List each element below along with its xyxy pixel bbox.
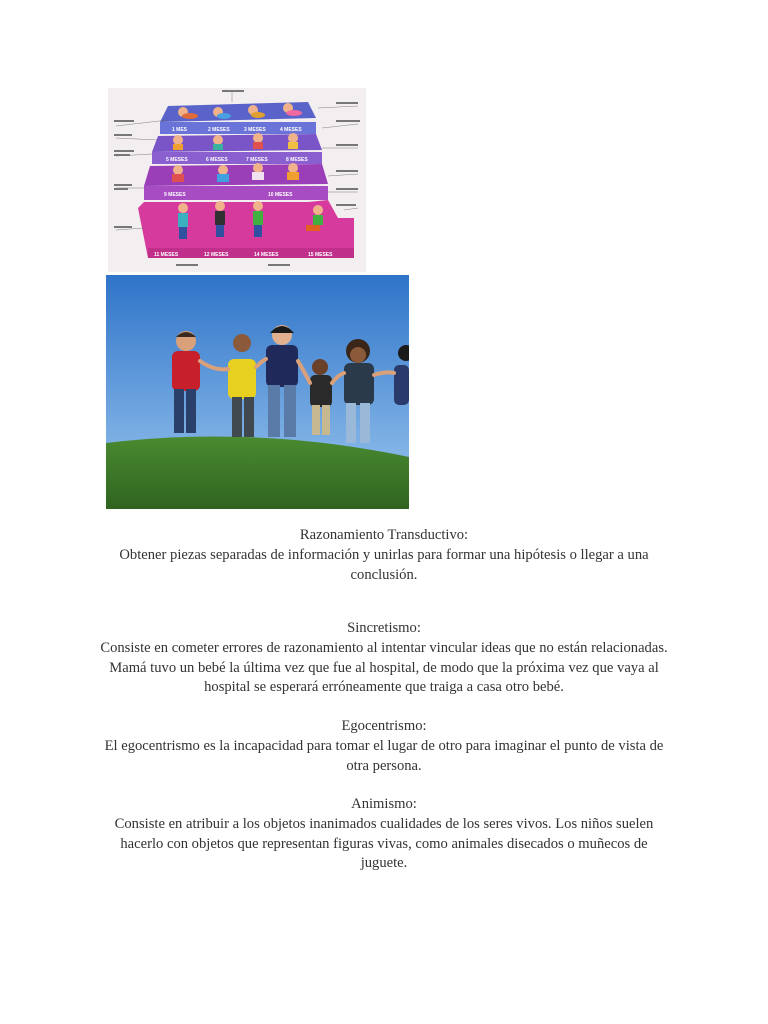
section-body: Obtener piezas separadas de información y unirlas para formar una hipótesis o llegar a una conclusión.: [119, 546, 649, 583]
month-label: 2 MESES: [208, 127, 230, 133]
children-circle-illustration: [106, 275, 409, 509]
development-stairs-illustration: [108, 88, 366, 272]
section-heading: Razonamiento Transductivo:: [299, 527, 469, 543]
month-label: 6 MESES: [206, 157, 228, 163]
section-heading: Animismo:: [351, 796, 417, 812]
development-infographic: [108, 88, 366, 272]
month-label: 1 MES: [172, 127, 188, 133]
month-label: 9 MESES: [164, 192, 186, 198]
section-body: El egocentrismo es la incapacidad para tomar el lugar de otro para imaginar el punto de vista de otra persona.: [104, 737, 664, 774]
section-animismo: [100, 795, 668, 874]
children-playing-photo: [106, 275, 409, 509]
month-label: 4 MESES: [280, 127, 302, 133]
section-razonamiento-transductivo: [100, 526, 668, 585]
month-label: 8 MESES: [286, 157, 308, 163]
section-heading: Sincretismo:: [347, 620, 421, 636]
stair-tier-3: [144, 164, 328, 186]
section-body: Consiste en cometer errores de razonamiento al intentar vincular ideas que no están relacionadas. Mamá tuvo un bebé la última vez que fue al hospital, de modo que la próxima vez que vaya al hospital se esperará erróneamente que traiga a casa otro bebé.: [100, 639, 668, 696]
month-label: 10 MESES: [268, 192, 293, 198]
month-label: 11 MESES: [154, 252, 179, 258]
month-label: 12 MESES: [204, 252, 229, 258]
month-label: 5 MESES: [166, 157, 188, 163]
section-body: Consiste en atribuir a los objetos inanimados cualidades de los seres vivos. Los niños suelen hacerlo con objetos que representan figuras vivas, como animales disecados o muñecos de juguete.: [114, 815, 654, 872]
month-label: 14 MESES: [254, 252, 279, 258]
month-label: 7 MESES: [246, 157, 268, 163]
month-label: 15 MESES: [308, 252, 333, 258]
section-heading: Egocentrismo:: [341, 718, 427, 734]
section-sincretismo: [100, 619, 668, 698]
section-egocentrismo: [100, 717, 668, 776]
month-label: 3 MESES: [244, 127, 266, 133]
